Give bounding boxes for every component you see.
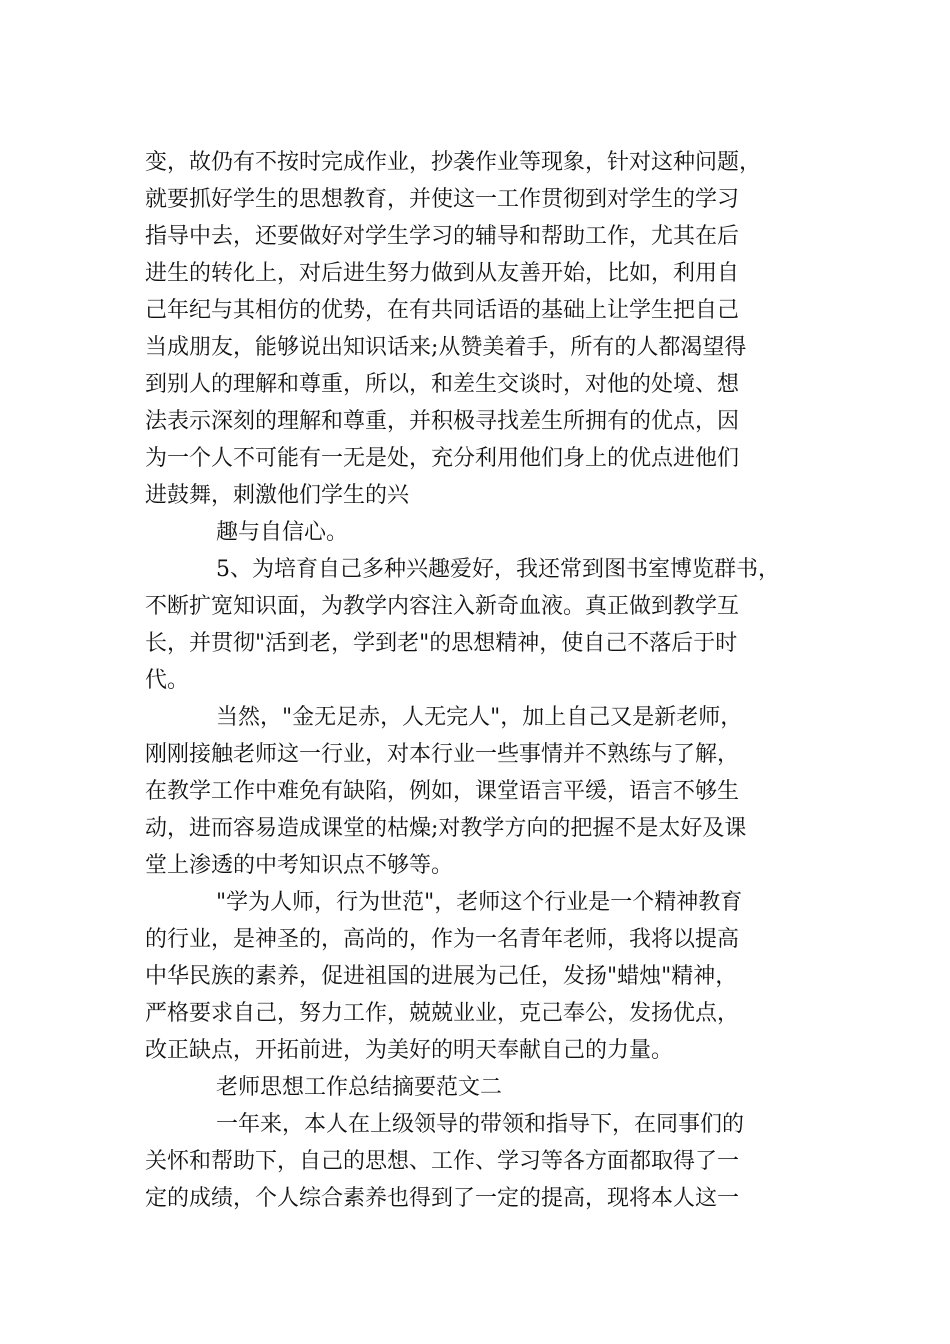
text-line: 关怀和帮助下，自己的思想、工作、学习等各方面都取得了一 [145,1149,740,1174]
text-line: 5、为培育自己多种兴趣爱好，我还常到图书室博览群书， [216,557,780,582]
text-line: 当成朋友，能够说出知识话来;从赞美着手，所有的人都渴望得 [145,335,747,360]
text-line: 法表示深刻的理解和尊重，并积极寻找差生所拥有的优点，因 [145,409,740,434]
text-line: 不断扩宽知识面，为教学内容注入新奇血液。真正做到教学互 [145,594,740,619]
text-line: 定的成绩，个人综合素养也得到了一定的提高，现将本人这一 [145,1186,740,1211]
text-line: 进鼓舞，刺激他们学生的兴 [145,483,410,508]
text-line: 一年来，本人在上级领导的带领和指导下，在同事们的 [216,1112,745,1137]
text-line: 己年纪与其相仿的优势，在有共同话语的基础上让学生把自己 [145,298,740,323]
text-line: 变，故仍有不按时完成作业，抄袭作业等现象，针对这种问题， [145,150,762,175]
text-line: 为一个人不可能有一无是处，充分利用他们身上的优点进他们 [145,446,740,471]
text-line: 趣与自信心。 [216,520,349,545]
text-line: 在教学工作中难免有缺陷，例如，课堂语言平缓，语言不够生 [145,779,740,804]
text-line: 指导中去，还要做好对学生学习的辅导和帮助工作，尤其在后 [145,224,740,249]
text-line: 改正缺点，开拓前进，为美好的明天奉献自己的力量。 [145,1038,674,1063]
text-line: 就要抓好学生的思想教育，并使这一工作贯彻到对学生的学习 [145,187,740,212]
text-line: 中华民族的素养，促进祖国的进展为己任，发扬"蜡烛"精神， [145,964,738,989]
text-line: 进生的转化上，对后进生努力做到从友善开始，比如，利用自 [145,261,740,286]
text-line: 刚刚接触老师这一行业，对本行业一些事情并不熟练与了解， [145,742,740,767]
section-heading: 老师思想工作总结摘要范文二 [216,1075,503,1100]
text-line: 堂上渗透的中考知识点不够等。 [145,853,454,878]
text-line: "学为人师，行为世范"，老师这个行业是一个精神教育 [216,890,743,915]
text-line: 当然，"金无足赤，人无完人"，加上自己又是新老师， [216,705,743,730]
text-line: 长，并贯彻"活到老，学到老"的思想精神，使自己不落后于时 [145,631,738,656]
text-line: 代。 [145,668,190,693]
text-line: 严格要求自己，努力工作，兢兢业业，克己奉公，发扬优点， [145,1001,740,1026]
text-line: 动，进而容易造成课堂的枯燥;对教学方向的把握不是太好及课 [145,816,747,841]
text-line: 的行业，是神圣的，高尚的，作为一名青年老师，我将以提高 [145,927,740,952]
text-line: 到别人的理解和尊重，所以，和差生交谈时，对他的处境、想 [145,372,740,397]
